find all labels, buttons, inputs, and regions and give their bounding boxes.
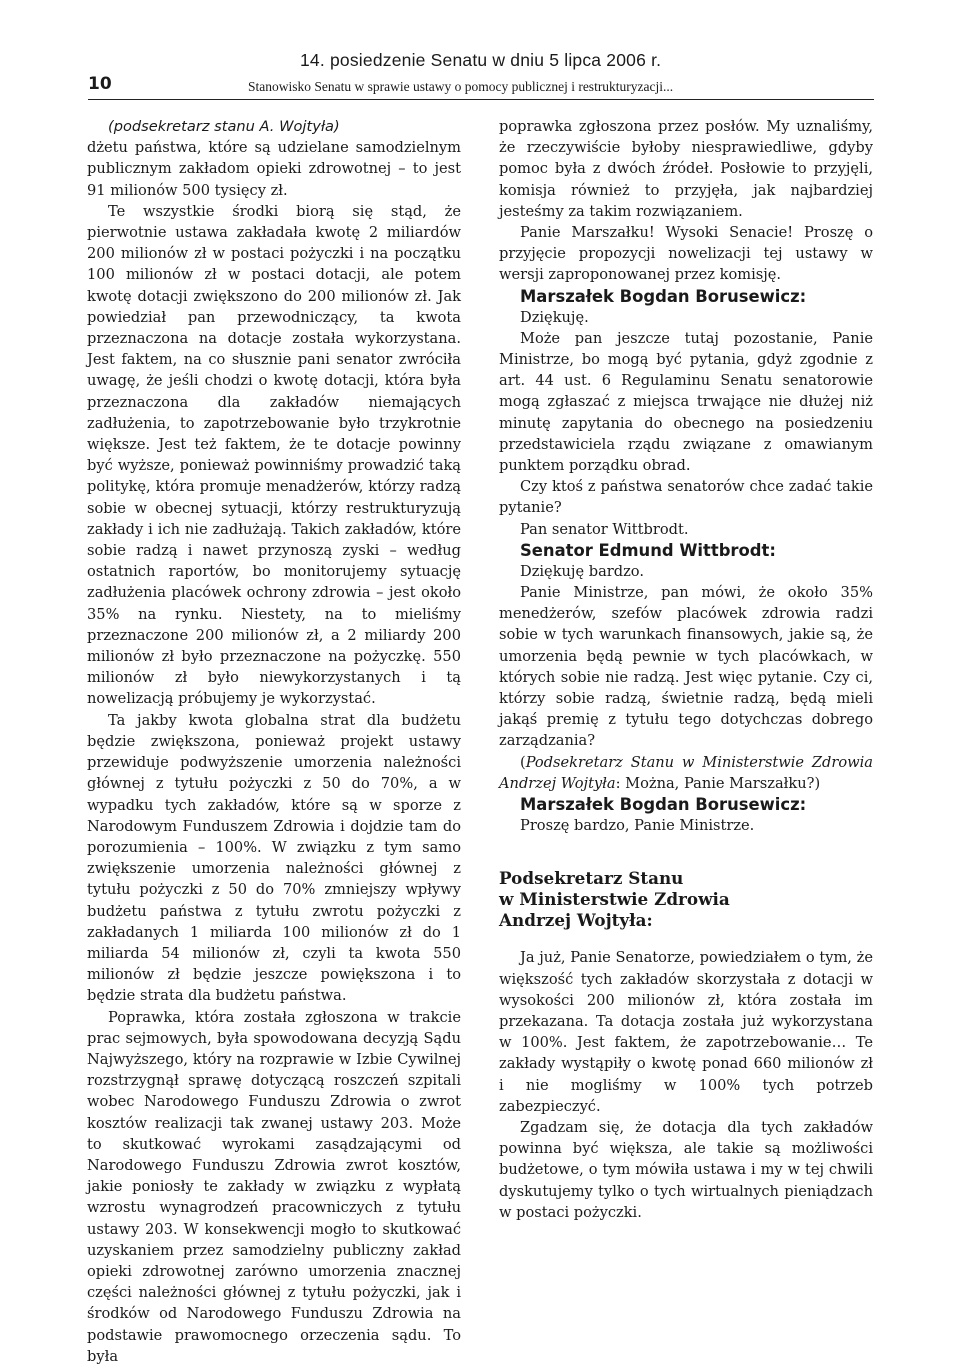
speaker-heading-wittbrodt: Senator Edmund Wittbrodt: xyxy=(520,540,776,560)
interjection-text: : Można, Panie Marszałku?) xyxy=(615,774,821,792)
paragraph: Panie Ministrze, pan mówi, że około 35% menedżerów, szefów placówek zdrowia radzi sobie w tych warunkach finansowych, jakie są, że umorzenia będą pewnie w tych placówkach, w których sobie nie radzą. Jest więc pytanie. Czy ci, którzy sobie radzą, świetnie radzą, będą mieli jakąś premię z tytułu tego dotychczas dobrego zarządzania? xyxy=(499,584,873,750)
paragraph: Pan senator Wittbrodt. xyxy=(520,520,689,538)
speaker-heading-line: Andrzej Wojtyła: xyxy=(499,910,653,931)
paragraph: Dziękuję bardzo. xyxy=(520,562,644,580)
page-number: 10 xyxy=(88,74,112,94)
header-subtitle: Stanowisko Senatu w sprawie ustawy o pomocy publicznej i restrukturyzacji... xyxy=(248,79,674,94)
interjection xyxy=(499,752,873,794)
paragraph: Ta jakby kwota globalna strat dla budżetu będzie zwiększona, ponieważ projekt ustawy przewiduje podwyższenie umorzenia należności głównej z tytułu pożyczki z 50 do 70%, a w wypadku tych zakładów, które są w sporze z Narodowym Funduszem Zdrowia i dojdzie tam do porozumienia – 100%. W związku z tym samo zwiększenie umorzenia należności głównej z tytułu pożyczki z 50 do 70% zmniejszy wpływy budżetu państwa z tytułu zwrotu pożyczki z zakładanych 1 miliarda 100 milionów zł do 1 miliarda 54 milionów zł, czyli ta kwota 550 milionów zł będzie jeszcze powiększona i to będzie strata dla budżetu państwa. xyxy=(87,711,461,1005)
paragraph: Zgadzam się, że dotacja dla tych zakładów powinna być większa, ale takie są możliwości budżetowe, o tym mówiła ustawa i my w tej chwili dyskutujemy tylko o tych wirtualnych pieniądzach w postaci pożyczki. xyxy=(499,1118,873,1221)
paragraph: Te wszystkie środki biorą się stąd, że pierwotnie ustawa zakładała kwotę 2 miliardów 200 milionów zł w postaci pożyczki i na początku 100 milionów zł w postaci dotacji, ale potem kwotę dotacji zwiększono do 200 milionów zł. Jak powiedział pan przewodniczący, ta kwota przeznaczona na dotacje została wykorzystana. Jest faktem, na co słusznie pani senator zwróciła uwagę, że jeśli chodzi o kwotę dotacji, która była przeznaczona dla zakładów niemających zadłużenia, to zapotrzebowanie było trzykrotnie większe. Jest też faktem, że te dotacje powinny być wyższe, ponieważ powinniśmy prowadzić taką politykę, która promuje menadżerów, którzy radzą sobie w obecnej sytuacji, którzy restrukturyzują zakłady i ich nie zadłużają. Takich zakładów, które sobie radzą i nawet przynoszą zyski – według ostatnich raportów, bo monitorujemy sytuację zadłużenia placówek ochrony zdrowia – jest około 35% na rynku. Niestety, na to mieliśmy przeznaczone 200 milionów zł, a 2 miliardy 200 milionów zł było przeznaczone na pożyczkę. 550 milionów zł było niewykorzystanych i tą nowelizacją próbujemy je wykorzystać. xyxy=(87,202,461,708)
paragraph: Panie Marszałku! Wysoki Senacie! Proszę o przyjęcie propozycji nowelizacji tej ustawy w wersji zaproponowanej przez komisję. xyxy=(499,224,873,284)
paragraph: Może pan jeszcze tutaj pozostanie, Panie Ministrze, bo mogą być pytania, gdyż zgodnie z art. 44 ust. 6 Regulaminu Senatu senatorowie mogą zgłaszać z miejsca trwające nie dłużej niż minutę zapytania do obecnego na posiedzeniu przedstawiciela rządu związane z omawianym punktem porządku obrad. xyxy=(499,329,873,475)
header-divider xyxy=(88,99,874,100)
interjection-open: ( xyxy=(520,753,526,771)
right-column xyxy=(499,116,873,1223)
paragraph: Czy ktoś z państwa senatorów chce zadać takie pytanie? xyxy=(499,478,873,517)
paragraph: Dziękuję. xyxy=(520,308,589,326)
paragraph: Proszę bardzo, Panie Ministrze. xyxy=(520,817,755,835)
speaker-heading-wojtyla xyxy=(499,868,873,931)
continuation-label: (podsekretarz stanu A. Wojtyła) xyxy=(108,118,340,135)
speaker-heading-borusewicz: Marszałek Bogdan Borusewicz: xyxy=(520,286,807,306)
interjection-speaker: Podsekretarz Stanu w Ministerstwie Zdrowia Andrzej Wojtyła xyxy=(499,753,873,792)
paragraph: dżetu państwa, które są udzielane samodzielnym publicznym zakładom opieki zdrowotnej – to jest 91 milionów 500 tysięcy zł. xyxy=(87,139,461,199)
paragraph: Ja już, Panie Senatorze, powiedziałem o tym, że większość tych zakładów skorzystała z dotacji w wysokości 200 milionów zł, która została im przekazana. Ta dotacja została już wykorzystana w 100%. Jest faktem, że zapotrzebowanie… Te zakłady wystąpiły o kwotę ponad 660 milionów zł i nie mogliśmy w 100% tych potrzeb zabezpieczyć. xyxy=(499,949,873,1115)
paragraph: Poprawka, która została zgłoszona w trakcie prac sejmowych, była spowodowana decyzją Sądu Najwyższego, który na rozprawie w Izbie Cywilnej rozstrzygnął sprawę dotyczącą roszczeń szpitali wobec Narodowego Funduszu Zdrowia o zwrot kosztów realizacji tak zwanej ustawy 203. Może to skutkować wyrokami zasądzającymi od Narodowego Funduszu Zdrowia zwrot kosztów, jakie poniosły te zakłady w związku z wypłatą wzrostu wynagrodzeń pracowniczych z tytułu ustawy 203. W konsekwencji mogło to skutkować uzyskaniem przez samodzielny publiczny zakład opieki zdrowotnej zarówno umorzenia znacznej części należności głównej z tytułu pożyczki, jak i środków od Narodowego Funduszu Zdrowia na podstawie prawomocnego orzeczenia sądu. To była xyxy=(87,1008,461,1365)
header-title: 14. posiedzenie Senatu w dniu 5 lipca 2006 r. xyxy=(300,50,662,70)
left-column xyxy=(87,116,461,1367)
page-header xyxy=(88,40,874,98)
paragraph: poprawka zgłoszona przez posłów. My uznaliśmy, że rzeczywiście byłoby niesprawiedliwe, gdyby pomoc była z dwóch źródeł. Posłowie to przyjęli, komisja również to przyjęła, jak najbardziej jesteśmy za takim rozwiązaniem. xyxy=(499,118,873,220)
speaker-heading-line: w Ministerstwie Zdrowia xyxy=(499,889,730,910)
speaker-heading-borusewicz-2: Marszałek Bogdan Borusewicz: xyxy=(520,795,807,815)
speaker-heading-line: Podsekretarz Stanu xyxy=(499,868,684,889)
